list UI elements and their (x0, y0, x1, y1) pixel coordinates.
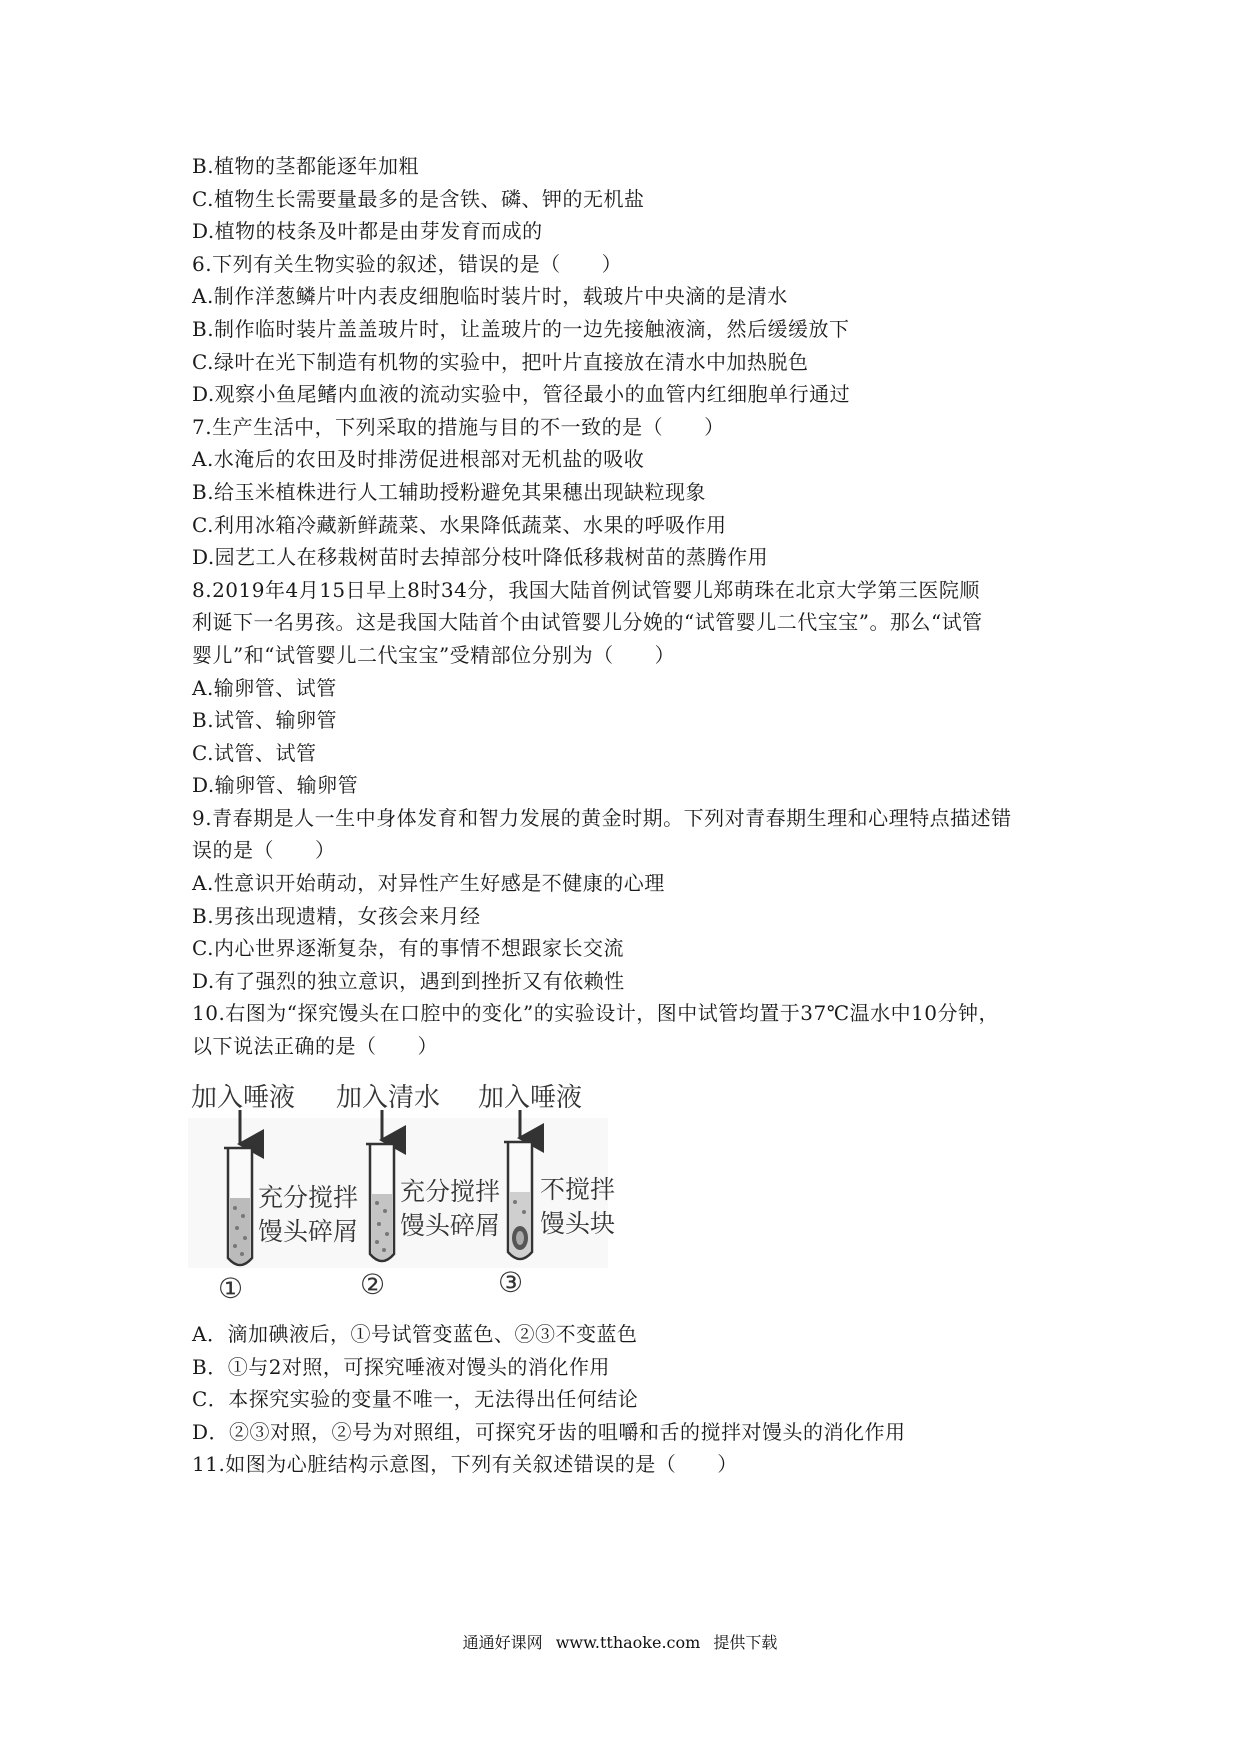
option-line: C．本探究实验的变量不唯一，无法得出任何结论 (192, 1387, 639, 1412)
question-9-stem: 9.青春期是人一生中身体发育和智力发展的黄金时期。下列对青春期生理和心理特点描述错 (192, 805, 1012, 830)
option-line: D.植物的枝条及叶都是由芽发育而成的 (192, 219, 543, 244)
question-10-stem: 以下说法正确的是（ ） (192, 1034, 438, 1059)
test-tube-experiment-figure (188, 1078, 628, 1308)
option-line: C.内心世界逐渐复杂，有的事情不想跟家长交流 (192, 936, 624, 961)
question-8-stem: 利诞下一名男孩。这是我国大陆首个由试管婴儿分娩的“试管婴儿二代宝宝”。那么“试管 (192, 610, 983, 635)
option-line: B.男孩出现遗精，女孩会来月经 (192, 903, 481, 928)
tube-2-side-label: 充分搅拌 (400, 1178, 501, 1206)
option-line: C.植物生长需要量最多的是含铁、磷、钾的无机盐 (192, 186, 645, 211)
option-line: C.利用冰箱冷藏新鲜蔬菜、水果降低蔬菜、水果的呼吸作用 (192, 512, 727, 537)
question-7-stem: 7.生产生活中，下列采取的措施与目的不一致的是（ ） (192, 414, 725, 439)
option-line: C.绿叶在光下制造有机物的实验中，把叶片直接放在清水中加热脱色 (192, 349, 809, 374)
option-line: B.制作临时装片盖盖玻片时，让盖玻片的一边先接触液滴，然后缓缓放下 (192, 316, 850, 341)
option-line: D.输卵管、输卵管 (192, 773, 359, 798)
question-8-stem: 婴儿”和“试管婴儿二代宝宝”受精部位分别为（ ） (192, 642, 676, 667)
option-line: A.性意识开始萌动，对异性产生好感是不健康的心理 (192, 871, 665, 896)
option-line: B．①与2对照，可探究唾液对馒头的消化作用 (192, 1354, 610, 1379)
tube-3-top-label: 加入唾液 (478, 1082, 583, 1112)
option-line: B.给玉米植株进行人工辅助授粉避免其果穗出现缺粒现象 (192, 479, 707, 504)
tube-2-number: ② (360, 1268, 386, 1301)
option-line: D．②③对照，②号为对照组，可探究牙齿的咀嚼和舌的搅拌对馒头的消化作用 (192, 1419, 906, 1444)
tube-2-contents (372, 1194, 392, 1260)
test-tube-diagram (188, 1078, 628, 1308)
option-line: B.植物的茎都能逐年加粗 (192, 154, 420, 178)
tube-3-side-label: 馒头块 (540, 1210, 616, 1238)
question-8-stem: 8.2019年4月15日早上8时34分，我国大陆首例试管婴儿郑萌珠在北京大学第三医院顺 (192, 577, 980, 602)
question-6-stem: 6.下列有关生物实验的叙述，错误的是（ ） (192, 251, 623, 276)
question-9-stem: 误的是（ ） (192, 838, 336, 863)
question-text-bottom (192, 1318, 1072, 1481)
question-10-stem: 10.右图为“探究馒头在口腔中的变化”的实验设计，图中试管均置于37℃温水中10分钟， (192, 1001, 1000, 1026)
tube-1-top-label: 加入唾液 (191, 1082, 296, 1112)
question-11-stem: 11.如图为心脏结构示意图，下列有关叙述错误的是（ ） (192, 1452, 738, 1477)
option-line: A．滴加碘液后，①号试管变蓝色、②③不变蓝色 (192, 1322, 638, 1346)
option-line: A.水淹后的农田及时排涝促进根部对无机盐的吸收 (192, 447, 645, 472)
option-line: D.有了强烈的独立意识，遇到到挫折又有依赖性 (192, 968, 625, 993)
tube-1-side-label: 充分搅拌 (258, 1184, 359, 1212)
page-footer (0, 1631, 1240, 1655)
footer-suffix: 提供下载 (713, 1633, 778, 1652)
tube-1-number: ① (218, 1272, 244, 1305)
tube-3-number: ③ (498, 1266, 524, 1299)
tube-1-side-label: 馒头碎屑 (258, 1218, 359, 1246)
tube-1-contents (230, 1198, 250, 1264)
question-text-top (192, 150, 1072, 1063)
tube-2-side-label: 馒头碎屑 (400, 1212, 501, 1240)
option-line: D.观察小鱼尾鳍内血液的流动实验中，管径最小的血管内红细胞单行通过 (192, 382, 851, 407)
option-line: A.输卵管、试管 (192, 675, 337, 700)
option-line: B.试管、输卵管 (192, 708, 338, 733)
option-line: C.试管、试管 (192, 740, 317, 765)
option-line: D.园艺工人在移栽树苗时去掉部分枝叶降低移栽树苗的蒸腾作用 (192, 545, 769, 570)
footer-url[interactable]: www.tthaoke.com (555, 1633, 701, 1652)
footer-site-name: 通通好课网 (462, 1633, 543, 1652)
tube-2-top-label: 加入清水 (336, 1082, 441, 1112)
tube-3-side-label: 不搅拌 (540, 1176, 616, 1204)
option-line: A.制作洋葱鳞片叶内表皮细胞临时装片时，载玻片中央滴的是清水 (192, 284, 788, 309)
